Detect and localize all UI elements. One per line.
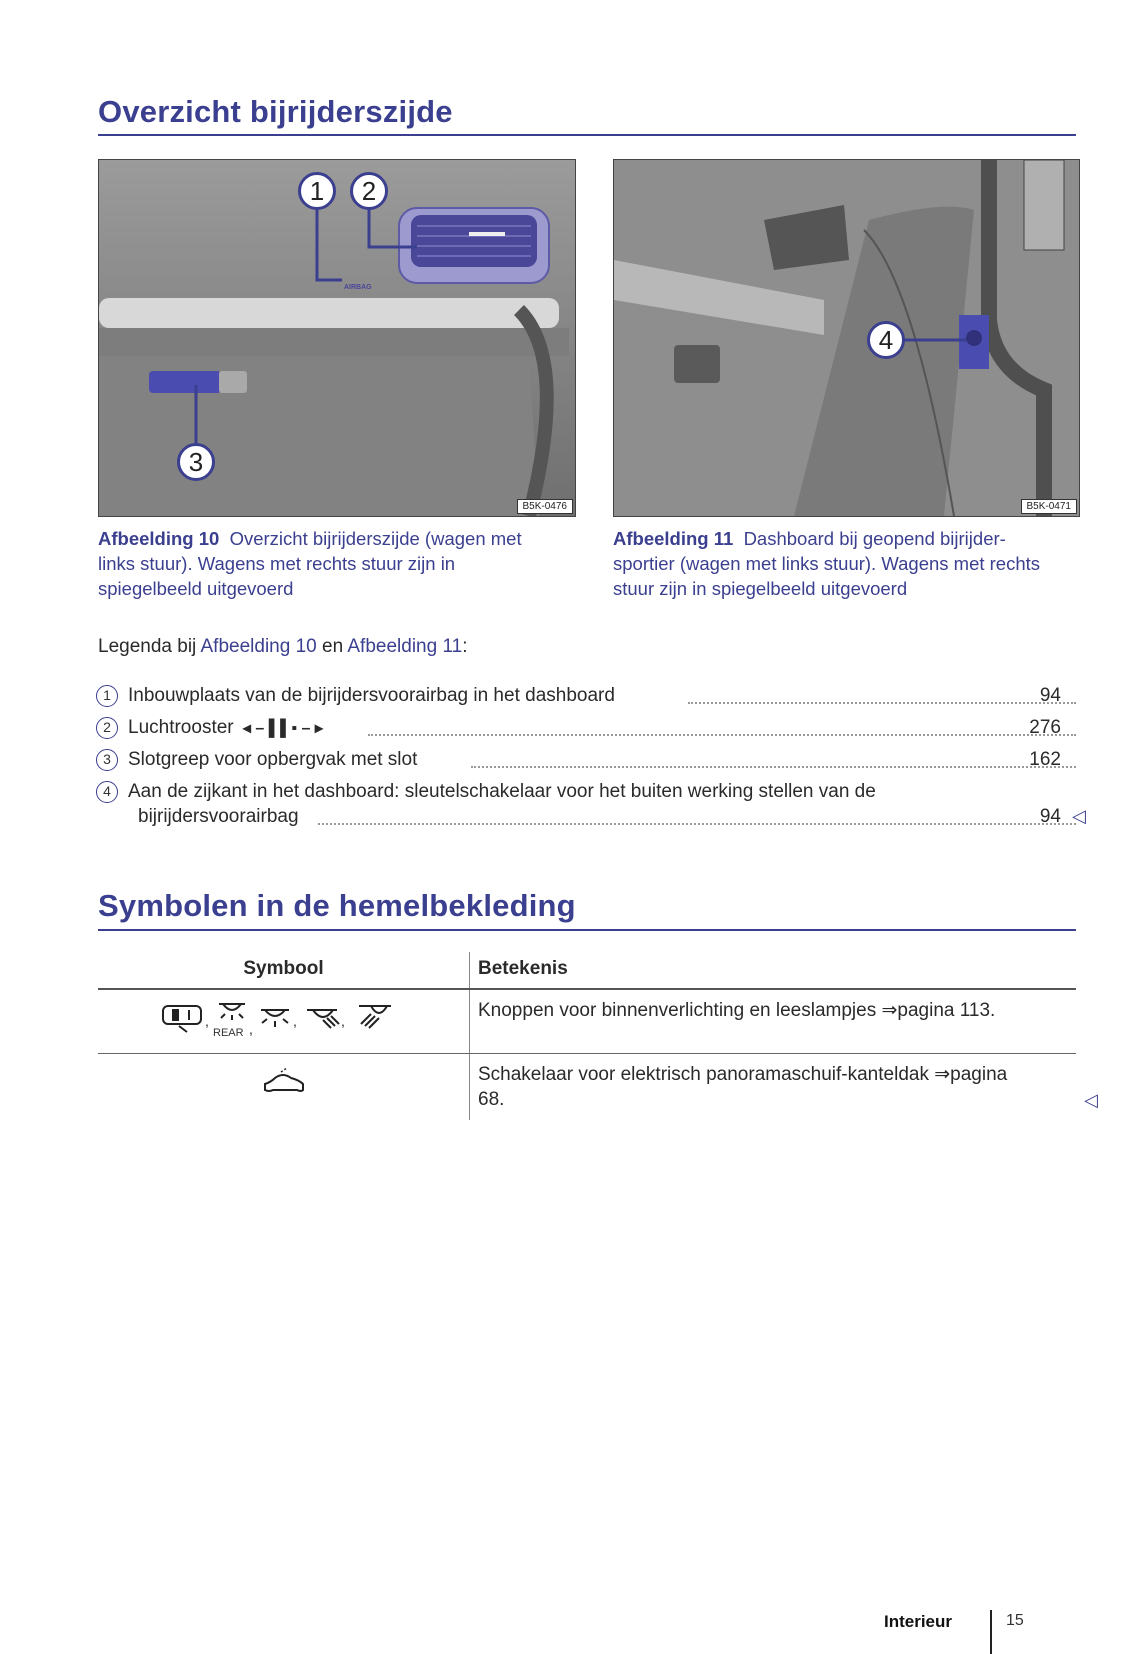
svg-text:,: ,: [248, 1021, 253, 1037]
callout-4: 4: [867, 321, 905, 359]
symbols-table: [98, 952, 1098, 1120]
legend-item-1: [96, 683, 1086, 708]
dot-leader: [368, 715, 1076, 740]
legend-text: Aan de zijkant in het dashboard: sleutelschakelaar voor het buiten werking stellen van de: [128, 781, 876, 802]
legend-text: Slotgreep voor opbergvak met slot: [128, 749, 418, 770]
page-ref[interactable]: 276: [1029, 717, 1061, 738]
table-header-row: [98, 952, 1076, 989]
dashboard-passenger-side-illustration: [99, 160, 575, 516]
air-vent-symbol-icon: ◂ – ▌▌▪ – ▸: [242, 720, 323, 737]
column-header-symbol: Symbool: [98, 952, 470, 989]
dot-leader: [318, 804, 1076, 829]
svg-text:AIRBAG: AIRBAG: [344, 284, 372, 291]
section-title-symbols: Symbolen in de hemelbekleding: [98, 888, 576, 923]
figure-10-caption: [98, 526, 558, 601]
reading-light-right-icon: [359, 1006, 391, 1028]
rear-interior-light-icon: [219, 1004, 245, 1020]
meaning-line: 68.: [478, 1089, 505, 1110]
interior-light-door-contact-icon: [163, 1006, 201, 1032]
figure-code: B5K-0476: [517, 499, 573, 514]
link-figure-11[interactable]: Afbeelding 11: [347, 636, 463, 657]
symbol-cell: [98, 989, 470, 1054]
interior-light-icon: [261, 1010, 289, 1027]
section-divider: [98, 929, 1076, 931]
reading-light-left-icon: [307, 1010, 339, 1028]
number-circle: 3: [96, 749, 118, 771]
legend-text: Inbouwplaats van de bijrijdersvoorairbag in het dashboard: [128, 685, 615, 706]
legend-item-2: [96, 715, 1086, 741]
number-circle: 2: [96, 717, 118, 739]
section-divider: [98, 134, 1076, 136]
table-row: [98, 1054, 1076, 1121]
legend-intro-text: :: [462, 636, 468, 657]
svg-text:,: ,: [340, 1013, 345, 1029]
figure-11-caption: [613, 526, 1063, 601]
callout-2: 2: [350, 172, 388, 210]
section-title-overview: Overzicht bijrijderszijde: [98, 94, 453, 129]
figure-10-image: [98, 159, 576, 517]
link-figure-10[interactable]: Afbeelding 10: [200, 636, 317, 657]
footer-section-name: Interieur: [884, 1612, 953, 1631]
legend-item-4: [96, 779, 1086, 804]
figure-label: Afbeelding 11: [613, 528, 734, 549]
interior-light-symbols: [149, 998, 419, 1038]
caption-text: Overzicht bijrijderszijde (wagen met links stuur). Wagens met rechts stuur zijn in spiegelbeeld uitgevoerd: [98, 528, 522, 599]
svg-text:REAR: REAR: [212, 1027, 244, 1038]
page-ref[interactable]: 162: [1029, 749, 1061, 770]
meaning-cell: Knoppen voor binnenverlichting en leeslampjes ⇒pagina 113.: [470, 989, 1077, 1054]
dashboard-open-door-illustration: [614, 160, 1079, 516]
symbol-cell: [98, 1054, 470, 1121]
figure-label: Afbeelding 10: [98, 528, 220, 549]
back-arrow-icon[interactable]: ◁: [1072, 806, 1086, 826]
column-header-meaning: Betekenis: [470, 952, 1077, 989]
legend-intro-text: Legenda bij: [98, 636, 201, 657]
page-ref[interactable]: 94: [1039, 806, 1061, 827]
caption-text: Dashboard bij geopend bijrijder-sportier (wagen met links stuur). Wagens met rechts stuur zijn in spiegelbeeld uitgevoerd: [613, 528, 1041, 599]
figure-11-image: [613, 159, 1080, 517]
figure-code: B5K-0471: [1021, 499, 1077, 514]
legend-text: bijrijdersvoorairbag: [138, 806, 299, 827]
callout-3: 3: [177, 443, 215, 481]
page-number: 15: [1006, 1612, 1024, 1629]
meaning-line: Schakelaar voor elektrisch panoramaschuif-kanteldak ⇒pagina: [478, 1064, 1008, 1085]
legend-intro: [98, 636, 467, 658]
legend-item-3: [96, 747, 1086, 772]
legend-intro-text: en: [316, 636, 348, 657]
callout-1: 1: [298, 172, 336, 210]
page-ref[interactable]: 94: [1039, 685, 1061, 706]
number-circle: 1: [96, 685, 118, 707]
svg-text:,: ,: [292, 1013, 297, 1029]
meaning-cell: [470, 1054, 1098, 1121]
svg-text:,: ,: [204, 1013, 209, 1029]
table-row: [98, 989, 1076, 1054]
legend-text: Luchtrooster: [128, 717, 234, 738]
footer-divider: [990, 1610, 992, 1654]
number-circle: 4: [96, 781, 118, 803]
panoramic-sunroof-icon: [259, 1062, 309, 1102]
back-arrow-icon[interactable]: ◁: [1084, 1090, 1098, 1110]
legend-item-4-cont: [96, 804, 1086, 829]
